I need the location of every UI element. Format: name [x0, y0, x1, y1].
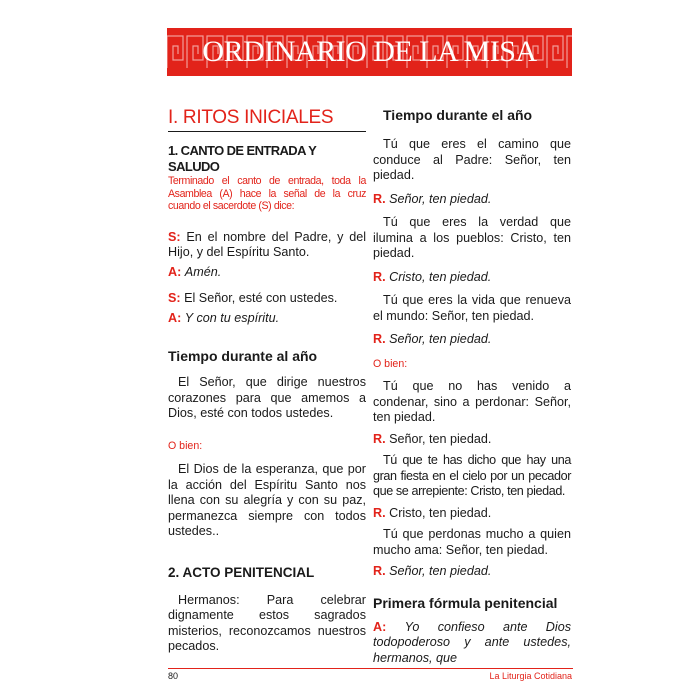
response-label: R.: [373, 431, 386, 446]
speaker-label: A:: [168, 264, 182, 279]
invocation: Tú que no has venido a condenar, sino a perdonar: Señor, ten piedad.: [373, 379, 571, 424]
response-label: R.: [373, 332, 386, 346]
obien-label-right: O bien:: [373, 357, 408, 370]
invocation: Tú que eres la vida que renueva el mundo: Señor, ten piedad.: [373, 293, 571, 323]
dialogue-line: [168, 291, 366, 307]
response-text: Señor, ten piedad.: [389, 431, 492, 446]
canto-heading: 1. CANTO DE ENTRADA Y SALUDO: [168, 143, 317, 174]
tiempo-heading: Tiempo durante al año: [168, 348, 318, 364]
response-line: [373, 270, 571, 286]
speaker-label: A:: [373, 619, 387, 634]
response-label: R.: [373, 564, 386, 578]
speaker-label: S:: [168, 291, 181, 305]
dialogue-text: Amén.: [184, 264, 222, 279]
response-label: R.: [373, 191, 386, 206]
primera-heading: Primera fórmula penitencial: [373, 594, 558, 611]
invocation: Tú que te has dicho que hay una gran fiesta en el cielo por un pecador que se arrepiente: Cristo, ten piedad.: [373, 453, 571, 498]
response-text: Cristo, ten piedad.: [389, 505, 492, 520]
acto-heading: 2. ACTO PENITENCIAL: [168, 564, 315, 580]
page-number: 80: [168, 671, 179, 681]
title-banner: [167, 28, 572, 76]
canto-rubric: Terminado el canto de entrada, toda la Asamblea (A) hace la señal de la cruz cuando el sacerdote (S) dice:: [168, 175, 366, 212]
obien-label: O bien:: [168, 439, 203, 452]
response-line: [373, 332, 571, 348]
left-column: [168, 100, 366, 655]
dialogue-text: Y con tu espíritu.: [184, 310, 280, 325]
greeting-text: El Señor, que dirige nuestros corazones para que amemos a Dios, esté con todos ustedes.: [168, 375, 366, 420]
response-text: Cristo, ten piedad.: [389, 269, 492, 284]
footer-publication: La Liturgia Cotidiana: [489, 671, 572, 681]
invocation: Tú que eres el camino que conduce al Padre: Señor, ten piedad.: [373, 137, 571, 182]
tiempo-heading-right: Tiempo durante el año: [383, 107, 533, 123]
confiteor-line: [373, 620, 571, 667]
response-label: R.: [373, 505, 386, 520]
invocation: Tú que perdonas mucho a quien mucho ama: Señor, ten piedad.: [373, 527, 571, 557]
greeting-alt-text: El Dios de la esperanza, que por la acción del Espíritu Santo nos llena con su alegría y con su paz, permanezca siempre con todos ustedes..: [168, 462, 366, 538]
acto-text: Hermanos: Para celebrar dignamente estos sagrados misterios, reconozcamos nuestros pecados.: [168, 592, 366, 653]
speaker-label: S:: [168, 229, 181, 244]
dialogue-text: En el nombre del Padre, y del Hijo, y del Espíritu Santo.: [168, 229, 367, 259]
page-title: ORDINARIO DE LA MISA: [202, 35, 537, 68]
invocation: Tú que eres la verdad que ilumina a los pueblos: Cristo, ten piedad.: [373, 215, 571, 260]
response-line: [373, 564, 571, 580]
confiteor-text: Yo confieso ante Dios todopoderoso y ante ustedes, hermanos, que: [373, 619, 571, 665]
response-line: [373, 506, 571, 522]
response-text: Señor, ten piedad.: [389, 564, 492, 578]
response-label: R.: [373, 269, 386, 284]
response-text: Señor, ten piedad.: [389, 191, 492, 206]
response-line: [373, 432, 571, 448]
dialogue-line: [168, 265, 366, 281]
response-line: [373, 192, 571, 208]
dialogue-line: [168, 230, 366, 261]
footer-rule: [168, 668, 573, 669]
response-text: Señor, ten piedad.: [389, 332, 492, 346]
dialogue-line: [168, 311, 366, 327]
right-column: [373, 100, 571, 666]
dialogue-text: El Señor, esté con ustedes.: [184, 291, 338, 305]
speaker-label: A:: [168, 310, 182, 325]
section-heading-ritos: I. RITOS INICIALES: [168, 107, 366, 132]
